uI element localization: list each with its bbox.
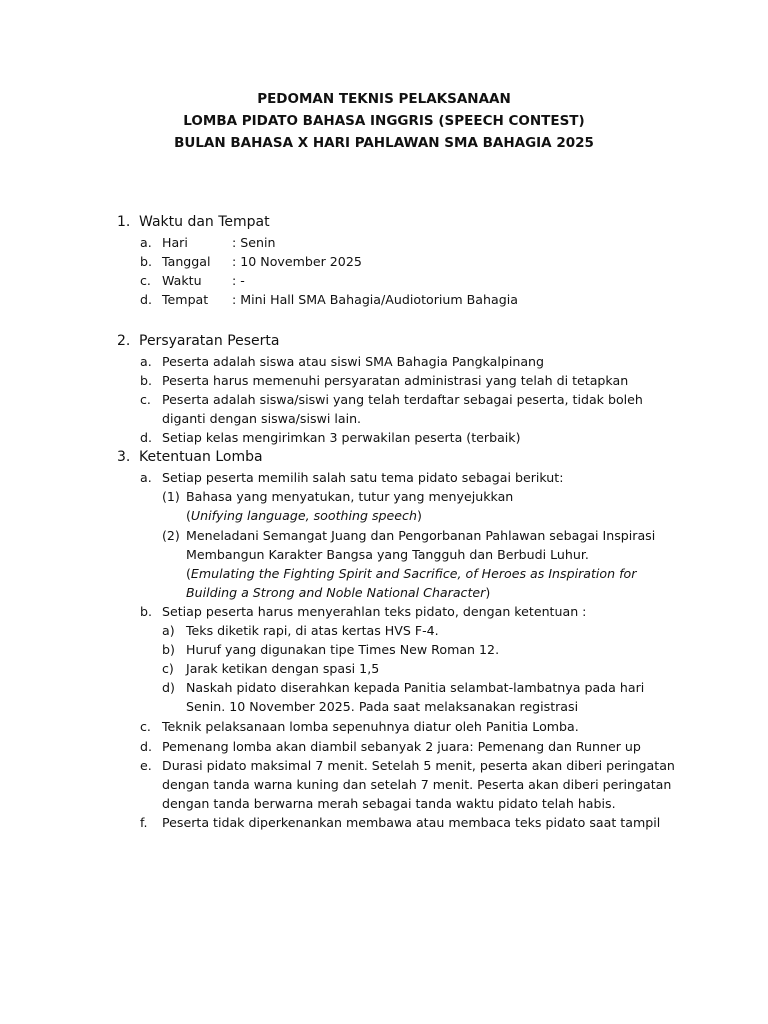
list-label: b. — [140, 254, 152, 269]
list-item-text: Peserta adalah siswa/siswi yang telah terdaftar sebagai peserta, tidak boleh — [162, 392, 643, 407]
rule-text: Huruf yang digunakan tipe Times New Roman 12. — [186, 642, 500, 657]
field-value: : - — [232, 273, 245, 288]
rule-text: Jarak ketikan dengan spasi 1,5 — [186, 661, 380, 676]
list-item-text: Peserta harus memenuhi persyaratan administrasi yang telah di tetapkan — [162, 373, 629, 388]
list-label: b. — [140, 604, 152, 619]
list-item-text: Peserta tidak diperkenankan membawa atau membaca teks pidato saat tampil — [162, 815, 661, 830]
theme-translation: Building a Strong and Noble National Character) — [186, 585, 491, 600]
theme-translation: (Emulating the Fighting Spirit and Sacrifice, of Heroes as Inspiration for — [186, 566, 637, 581]
list-item-text: Setiap peserta memilih salah satu tema pidato sebagai berikut: — [162, 470, 564, 485]
section-title: Waktu dan Tempat — [139, 214, 270, 230]
list-label: e. — [140, 758, 152, 773]
theme-label: (1) — [162, 489, 180, 504]
list-label: d. — [140, 739, 152, 754]
field-value: : Senin — [232, 235, 276, 250]
list-item-text: Teknik pelaksanaan lomba sepenuhnya diatur oleh Panitia Lomba. — [162, 719, 579, 734]
section-number: 1. — [117, 214, 131, 230]
list-item-text: Pemenang lomba akan diambil sebanyak 2 juara: Pemenang dan Runner up — [162, 739, 641, 754]
document-title-line-1: PEDOMAN TEKNIS PELAKSANAAN — [257, 91, 511, 107]
section-title: Ketentuan Lomba — [139, 449, 263, 465]
list-label: a. — [140, 470, 152, 485]
rule-text: Senin. 10 November 2025. Pada saat melaksanakan registrasi — [186, 699, 579, 714]
list-item-text: dengan tanda berwarna merah sebagai tanda waktu pidato telah habis. — [162, 796, 616, 811]
section-1-heading — [117, 212, 517, 232]
theme-text: Bahasa yang menyatukan, tutur yang menyejukkan — [186, 489, 514, 504]
list-item-text: Durasi pidato maksimal 7 menit. Setelah 5 menit, peserta akan diberi peringatan — [162, 758, 675, 773]
list-label: d. — [140, 430, 152, 445]
theme-label: (2) — [162, 528, 180, 543]
rule-text: Teks diketik rapi, di atas kertas HVS F-4. — [186, 623, 439, 638]
rule-label: b) — [162, 642, 175, 657]
list-item-text: Setiap peserta harus menyerahlan teks pidato, dengan ketentuan : — [162, 604, 587, 619]
document-title-line-2: LOMBA PIDATO BAHASA INGGRIS (SPEECH CONTEST) — [183, 113, 585, 129]
list-label: d. — [140, 292, 152, 307]
list-label: a. — [140, 354, 152, 369]
rule-label: c) — [162, 661, 174, 676]
rule-label: d) — [162, 680, 175, 695]
section-number: 3. — [117, 449, 131, 465]
field-key: Tempat — [162, 292, 209, 307]
field-value: : Mini Hall SMA Bahagia/Audiotorium Bahagia — [232, 292, 518, 307]
field-key: Waktu — [162, 273, 202, 288]
field-key: Tanggal — [162, 254, 211, 269]
theme-translation: (Unifying language, soothing speech) — [186, 508, 422, 523]
field-key: Hari — [162, 235, 188, 250]
theme-text: Membangun Karakter Bangsa yang Tangguh dan Berbudi Luhur. — [186, 547, 589, 562]
list-item-text: diganti dengan siswa/siswi lain. — [162, 411, 362, 426]
list-label: c. — [140, 273, 151, 288]
section-number: 2. — [117, 333, 131, 349]
list-label: f. — [140, 815, 148, 830]
field-value: : 10 November 2025 — [232, 254, 362, 269]
list-item-text: Setiap kelas mengirimkan 3 perwakilan peserta (terbaik) — [162, 430, 521, 445]
section-3-heading — [117, 447, 517, 467]
list-label: c. — [140, 392, 151, 407]
document-title-line-3: BULAN BAHASA X HARI PAHLAWAN SMA BAHAGIA 2025 — [174, 135, 594, 151]
list-item-text: dengan tanda warna kuning dan setelah 7 menit. Peserta akan diberi peringatan — [162, 777, 672, 792]
section-title: Persyaratan Peserta — [139, 333, 280, 349]
list-label: c. — [140, 719, 151, 734]
list-label: a. — [140, 235, 152, 250]
rule-text: Naskah pidato diserahkan kepada Panitia selambat-lambatnya pada hari — [186, 680, 645, 695]
theme-text: Meneladani Semangat Juang dan Pengorbanan Pahlawan sebagai Inspirasi — [186, 528, 656, 543]
rule-label: a) — [162, 623, 175, 638]
list-item-text: Peserta adalah siswa atau siswi SMA Bahagia Pangkalpinang — [162, 354, 545, 369]
list-label: b. — [140, 373, 152, 388]
section-2-heading — [117, 331, 517, 351]
